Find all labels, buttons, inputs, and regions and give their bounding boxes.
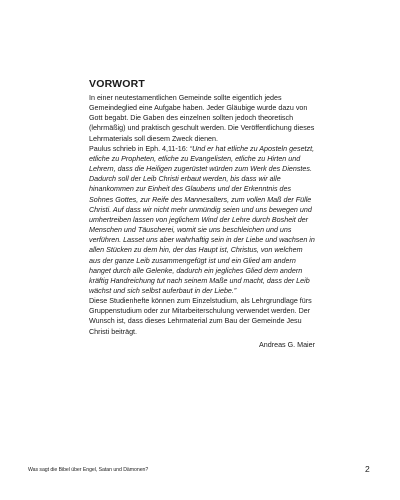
page-number: 2: [365, 464, 370, 474]
intro-paragraph: In einer neutestamentlichen Gemeinde sollte eigentlich jedes Gemeindeglied eine Aufgabe haben. Jeder Gläubige wurde dazu von Gott begabt. Die Gaben des einzelnen sollten jedoch theoretisch (lehrmäßig) und praktisch geschult werden. Die Veröffentlichung dieses Lehrmaterials soll diesem Zweck dienen.: [89, 94, 315, 143]
preface-section: [89, 78, 315, 350]
scripture-quote: “Und er hat etliche zu Aposteln gesetzt, etliche zu Propheten, etliche zu Evangelisten, etliche zu Hirten und Lehrern, dass die Heiligen zugerüstet würden zum Werk des Dienstes. Dadurch soll der Leib Christi erbaut werden, bis dass wir alle hinankommen zur Einheit des Glaubens und der Erkenntnis des Sohnes Gottes, zur Reife des Mannesalters, zum vollen Maß der Fülle Christi. Auf dass wir nicht mehr unmündig seien und uns bewegen und umhertreiben lassen von jeglichem Wind der Lehre durch Bosheit der Menschen und Täuscherei, womit sie uns beschleichen und uns verführen. Lasset uns aber wahrhaftig sein in der Liebe und wachsen in allen Stücken zu dem hin, der das Haupt ist, Christus, von welchem aus der ganze Leib zusammengefügt ist und ein Glied am andern hanget durch alle Gelenke, dadurch ein jegliches Glied dem andern kräftig Handreichung tut nach seinem Maße und macht, dass der Leib wächst und sich selbst auferbaut in der Liebe.”: [89, 144, 315, 295]
page-title: VORWORT: [89, 78, 146, 90]
scripture-paragraph: [89, 144, 315, 296]
scripture-reference: Paulus schrieb in Eph. 4,11-16:: [89, 144, 190, 153]
footer-book-title: Was sagt die Bibel über Engel, Satan und Dämonen?: [28, 467, 149, 473]
closing-paragraph: Diese Studienhefte können zum Einzelstudium, als Lehrgrundlage fürs Gruppenstudium oder zur Mitarbeiterschulung verwendet werden. Der Wunsch ist, dass dieses Lehrmaterial zum Bau der Gemeinde Jesu Christi beiträgt.: [89, 297, 312, 336]
author-signature: Andreas G. Maier: [259, 340, 315, 349]
